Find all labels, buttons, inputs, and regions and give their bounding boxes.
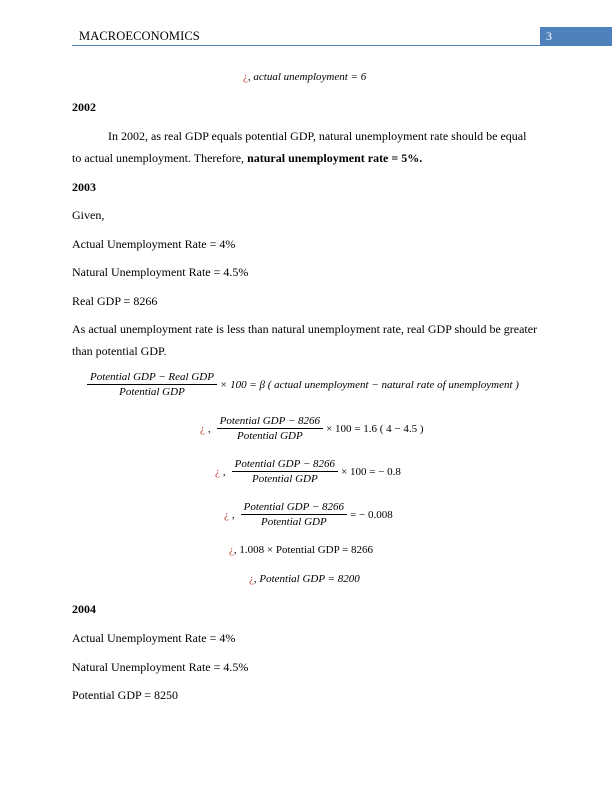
given-label: Given,	[72, 208, 105, 222]
actual-unemployment-2004: Actual Unemployment Rate = 4%	[72, 631, 236, 645]
running-header-title: MACROECONOMICS	[79, 29, 200, 43]
step-4-text: , 1.008 × Potential GDP = 8266	[233, 544, 374, 556]
inverted-question-glyph: ¿	[249, 573, 254, 585]
equation-step-4	[229, 544, 373, 556]
equation-step-1: ¿ , $\frac{\text{Potential GDP − 8266}}{\text{Potential GDP}}$ × 100 = 1.6 ( 4 − 4.5 )	[200, 415, 424, 442]
step-1-denominator: Potential GDP	[237, 430, 303, 442]
heading-2002: 2002	[72, 100, 96, 114]
step-1-fraction	[217, 415, 323, 442]
equation-step-2: ¿ , $\frac{\text{Potential GDP − 8266}}{\text{Potential GDP}}$ × 100 = − 0.8	[215, 458, 401, 485]
step-2-rhs: × 100 = − 0.8	[341, 465, 401, 478]
paragraph-2003-line1: As actual unemployment rate is less than natural unemployment rate, real GDP should be greater	[72, 322, 538, 336]
step-1-numerator: Potential GDP − 8266	[217, 415, 323, 429]
actual-unemployment-2003: Actual Unemployment Rate = 4%	[72, 237, 236, 251]
inverted-question-glyph: ¿	[200, 422, 205, 435]
step-3-rhs: = − 0.008	[350, 508, 393, 521]
potential-gdp-2004: Potential GDP = 8250	[72, 688, 178, 702]
equation-okun	[84, 371, 519, 398]
natural-unemployment-2003: Natural Unemployment Rate = 4.5%	[72, 265, 249, 279]
header-divider	[72, 45, 612, 46]
heading-2004: 2004	[72, 602, 96, 616]
inverted-question-glyph: ¿	[229, 544, 234, 556]
step-2-numerator: Potential GDP − 8266	[232, 458, 338, 472]
paragraph-2003-line2: than potential GDP.	[72, 344, 167, 358]
step-2-denominator: Potential GDP	[252, 473, 318, 485]
real-gdp-2003: Real GDP = 8266	[72, 294, 158, 308]
step-5-text: , Potential GDP = 8200	[253, 573, 360, 585]
step-1-rhs: × 100 = 1.6 ( 4 − 4.5 )	[326, 422, 424, 435]
equation-actual-unemployment	[243, 71, 366, 83]
natural-rate-conclusion: natural unemployment rate = 5%.	[247, 151, 423, 165]
paragraph-2002-line2	[72, 147, 422, 169]
inverted-question-glyph: ¿	[243, 71, 248, 83]
inverted-question-glyph: ¿	[215, 465, 220, 478]
okun-numerator: Potential GDP − Real GDP	[87, 371, 217, 385]
equation-step-3: ¿ , $\frac{\text{Potential GDP − 8266}}{\text{Potential GDP}}$ = − 0.008	[224, 501, 393, 528]
step-3-denominator: Potential GDP	[261, 516, 327, 528]
heading-2003: 2003	[72, 180, 96, 194]
step-2-fraction	[232, 458, 338, 485]
paragraph-2002-text: to actual unemployment. Therefore,	[72, 151, 248, 165]
okun-denominator: Potential GDP	[119, 386, 185, 398]
page-number-badge: 3	[540, 27, 612, 45]
step-3-fraction	[241, 501, 347, 528]
equation-step-5	[249, 573, 360, 585]
paragraph-2002-line1: In 2002, as real GDP equals potential GDP, natural unemployment rate should be equal	[108, 129, 527, 143]
equation-text: , actual unemployment = 6	[247, 71, 367, 83]
natural-unemployment-2004: Natural Unemployment Rate = 4.5%	[72, 660, 249, 674]
okun-fraction	[87, 371, 217, 398]
step-3-numerator: Potential GDP − 8266	[241, 501, 347, 515]
inverted-question-glyph: ¿	[224, 508, 229, 521]
paragraph-2002	[72, 125, 540, 147]
okun-rhs: × 100 = β ( actual unemployment − natural rate of unemployment )	[219, 378, 519, 391]
